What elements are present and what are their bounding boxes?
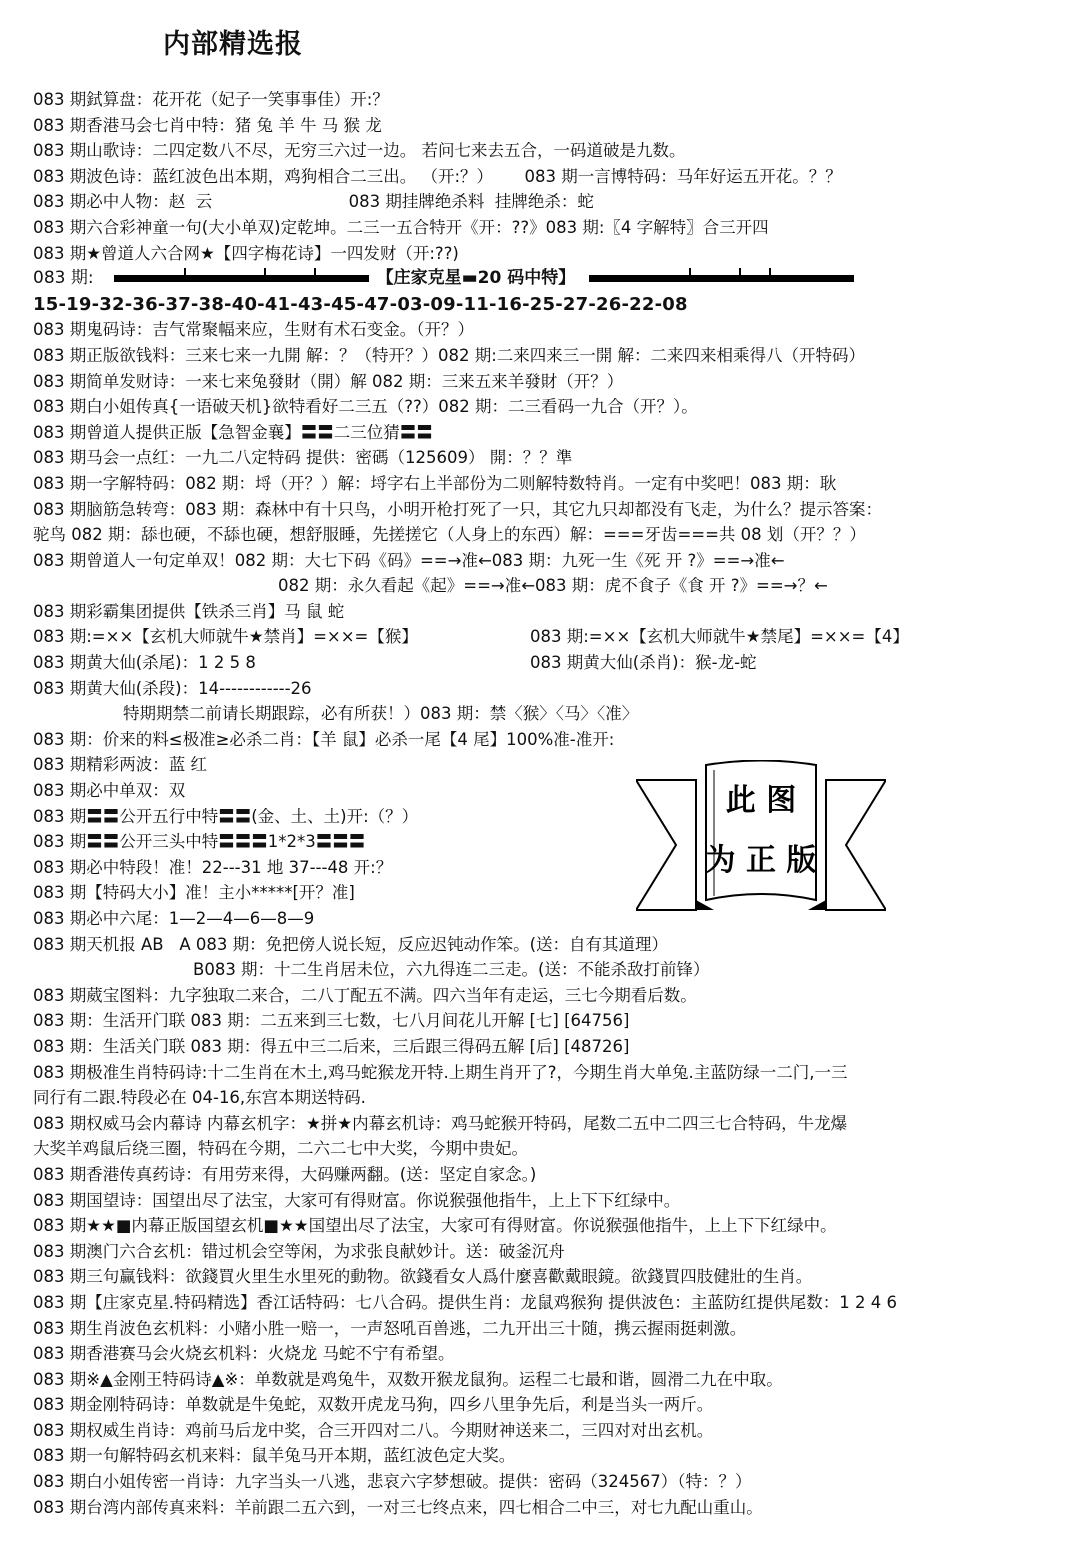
text-line: 083 期葳宝图料：九字独取二来合，二八丁配五不满。四六当年有走运，三七今期看后数。 xyxy=(33,985,697,1005)
text-line: 083 期曾道人一句定单双！082 期：大七下码《码》==→准←083 期：九死一生《死 开 ?》==→准← xyxy=(33,550,785,570)
paired-line xyxy=(33,624,1063,650)
text-line: 083 期三句赢钱料：欲錢買火里生水里死的動物。欲錢看女人爲什麼喜歡戴眼鏡。欲錢買四肢健壯的生肖。 xyxy=(33,1267,813,1287)
banner-text: 【庄家克星▬20 码中特】 xyxy=(376,268,576,289)
text-line: 083 期山歌诗：二四定数八不尽，无穷三六过一边。 若问七来去五合，一码道破是九数。 xyxy=(33,141,686,161)
text-line: 083 期※▲金刚王特码诗▲※：单数就是鸡兔牛，双数开猴龙鼠狗。运程二七最和谐，圆滑二九在中取。 xyxy=(33,1369,783,1389)
text-line: 083 期〓〓公开五行中特〓〓(金、土、土)开:（？） xyxy=(33,806,419,826)
text-line: 083 期天机报 AB A 083 期：免把傍人说长短，反应迟钝动作笨。(送：自有其道理） xyxy=(33,934,669,954)
text-line: 083 期一字解特码：082 期：埒（开？）解：埒字右上半部份为二则解特数特肖。一定有中奖吧！083 期：耿 xyxy=(33,473,837,493)
text-line: 083 期白小姐传密一肖诗：九字当头一八逃，悲哀六字梦想破。提供：密码（324567）（特：？） xyxy=(33,1472,752,1492)
text-line: B083 期：十二生肖居未位，六九得连二三走。(送：不能杀敌打前锋） xyxy=(193,960,710,980)
pair-left: 083 期黄大仙(杀尾)：1 2 5 8 xyxy=(33,653,256,673)
text-line: 083 期香港马会七肖中特：猪 兔 羊 牛 马 猴 龙 xyxy=(33,115,382,135)
banner-line xyxy=(33,266,1063,292)
text-line: 特期期禁二前请长期跟踪，必有所获！）083 期：禁〈猴〉〈马〉〈准〉 xyxy=(123,704,639,724)
text-line: 083 期：生活关门联 083 期：得五中三二后来，三后跟三得码五解 [后] [48726] xyxy=(33,1036,630,1056)
text-line: 083 期精彩两波：蓝 红 xyxy=(33,755,207,775)
text-line: 驼鸟 082 期：舔也硬，不舔也硬，想舒服睡，先搓搓它（人身上的东西）解：===牙齿===共 08 划（开？？） xyxy=(33,525,866,545)
text-line: 083 期国望诗：国望出尽了法宝，大家可有得财富。你说猴强他指牛，上上下下红绿中。 xyxy=(33,1190,681,1210)
stamp-line-1: 此 图 xyxy=(725,783,797,818)
text-line: 083 期金刚特码诗：单数就是牛兔蛇，双数开虎龙马狗，四乡八里争先后，利是当头一两斤。 xyxy=(33,1395,714,1415)
text-line: 083 期必中单双：双 xyxy=(33,781,186,801)
text-line: 083 期白小姐传真{一语破天机}欲特看好二三五（??）082 期：二三看码一九合（开？）。 xyxy=(33,397,698,417)
text-line: 083 期香港传真药诗：有用劳来得，大码赚两翻。(送：坚定自家念。) xyxy=(33,1164,537,1184)
pair-right: 083 期黄大仙(杀肖)：猴-龙-蛇 xyxy=(530,653,757,673)
paired-line xyxy=(33,650,1063,676)
decor-bar-left xyxy=(114,275,369,282)
text-line: 083 期生肖波色玄机料：小赌小胜一赔一，一声怒吼百兽逃，二九开出三十随，携云握雨挺刺激。 xyxy=(33,1318,747,1338)
text-line: 082 期：永久看起《起》==→准←083 期：虎不食子《食 开 ?》==→？← xyxy=(278,576,828,596)
text-line: 大奖羊鸡鼠后绕三圈，特码在今期，二六二七中大奖，今期中贵妃。 xyxy=(33,1139,528,1159)
pair-right: 083 期:=××【玄机大师就牛★禁尾】=××=【4】 xyxy=(530,627,909,647)
text-line: 083 期权威生肖诗：鸡前马后龙中奖，合三开四对二八。今期财神送来二，三四对对出玄机。 xyxy=(33,1420,714,1440)
text-line: 083 期简单发财诗：一来七来兔發財（開）解 082 期：三来五来羊發財（开？） xyxy=(33,371,624,391)
text-line: 083 期正版欲钱料：三来七来一九開 解：？（特开？）082 期:二来四来三一開 解：二来四来相乘得八（开特码） xyxy=(33,345,866,365)
page-title: 内部精选报 xyxy=(163,29,303,60)
text-line: 083 期脑筋急转弯：083 期：森林中有十只鸟，小明开枪打死了一只，其它九只却都没有飞走，为什么？提示答案： xyxy=(33,499,882,519)
text-line: 083 期【庄家克星.特码精选】香江话特码：七八合码。提供生肖：龙鼠鸡猴狗 提供波色：主蓝防红提供尾数：1 2 4 6 xyxy=(33,1292,897,1312)
text-line: 083 期鉽算盘：花开花（妃子一笑事事佳）开:？ xyxy=(33,90,389,109)
text-line: 083 期极准生肖特码诗:十二生肖在木土,鸡马蛇猴龙开特.上期生肖开了?，今期生肖大单兔.主蓝防绿一二门,一三 xyxy=(33,1062,848,1082)
text-line: 083 期必中人物：赵 云 083 期挂牌绝杀料 挂牌绝杀：蛇 xyxy=(33,192,594,212)
authentic-ribbon-stamp xyxy=(636,760,886,925)
text-line: 083 期★曾道人六合网★【四字梅花诗】一四发财（开:??) xyxy=(33,243,459,263)
text-line: 083 期彩霸集团提供【铁杀三肖】马 鼠 蛇 xyxy=(33,601,345,621)
text-line: 同行有二跟.特段必在 04-16,东宫本期送特码. xyxy=(33,1088,366,1108)
text-line: 083 期必中特段！准！22---31 地 37---48 开:？ xyxy=(33,857,393,877)
special-numbers: 15-19-32-36-37-38-40-41-43-45-47-03-09-11-16-25-27-26-22-08 xyxy=(33,293,688,315)
text-line: 083 期必中六尾：1—2—4—6—8—9 xyxy=(33,909,315,928)
banner-prefix: 083 期: xyxy=(33,268,94,289)
text-line: 083 期〓〓公开三头中特〓〓〓1*2*3〓〓〓 xyxy=(33,832,366,852)
text-line: 083 期波色诗：蓝红波色出本期，鸡狗相合二三出。 （开:？） 083 期一言博特码：马年好运五开花。？？ xyxy=(33,166,842,186)
text-line: 083 期：价来的料≤极准≥必杀二肖：【羊 鼠】必杀一尾【4 尾】100%准-准开: xyxy=(33,729,615,749)
text-line: 083 期权威马会内幕诗 内幕玄机字：★拼★内幕玄机诗：鸡马蛇猴开特码，尾数二五中二四三七合特码，牛龙爆 xyxy=(33,1113,848,1133)
text-line: 083 期鬼码诗：吉气常聚幅来应，生财有术石变金。（开？） xyxy=(33,320,474,340)
stamp-line-2: 为 正 版 xyxy=(705,843,817,878)
text-line: 083 期曾道人提供正版【急智金襄】〓〓二三位猜〓〓 xyxy=(33,422,433,442)
text-line: 083 期【特码大小】准！主小*****[开？准] xyxy=(33,883,355,903)
content-lines xyxy=(33,87,1063,1520)
text-line: 083 期马会一点红：一九二八定特码 提供：密碼（125609） 開：？？準 xyxy=(33,448,573,468)
text-line: 083 期一句解特码玄机来料：鼠羊兔马开本期，蓝红波色定大奖。 xyxy=(33,1446,516,1466)
text-line: 083 期澳门六合玄机：错过机会空等闲，为求张良献妙计。送：破釜沉舟 xyxy=(33,1241,565,1261)
text-line: 083 期：生活开门联 083 期：二五来到三七数，七八月间花儿开解 [七] [64756] xyxy=(33,1011,630,1031)
text-line: 083 期台湾内部传真来料：羊前跟二五六到，一对三七终点来，四七相合二中三，对七九配山重山。 xyxy=(33,1497,763,1517)
text-line: 083 期黄大仙(杀段)：14------------26 xyxy=(33,678,312,698)
pair-left: 083 期:=××【玄机大师就牛★禁肖】=××=【猴】 xyxy=(33,627,418,647)
text-line: 083 期香港赛马会火烧玄机料：火烧龙 马蛇不宁有希望。 xyxy=(33,1344,455,1364)
text-line: 083 期六合彩神童一句(大小单双)定乾坤。二三一五合特开《开：??》083 期:〖4 字解特〗合三开四 xyxy=(33,217,769,237)
text-line: 083 期★★■内幕正版国望玄机■★★国望出尽了法宝，大家可有得财富。你说猴强他指牛，上上下下红绿中。 xyxy=(33,1216,837,1236)
decor-bar-right xyxy=(589,275,854,282)
